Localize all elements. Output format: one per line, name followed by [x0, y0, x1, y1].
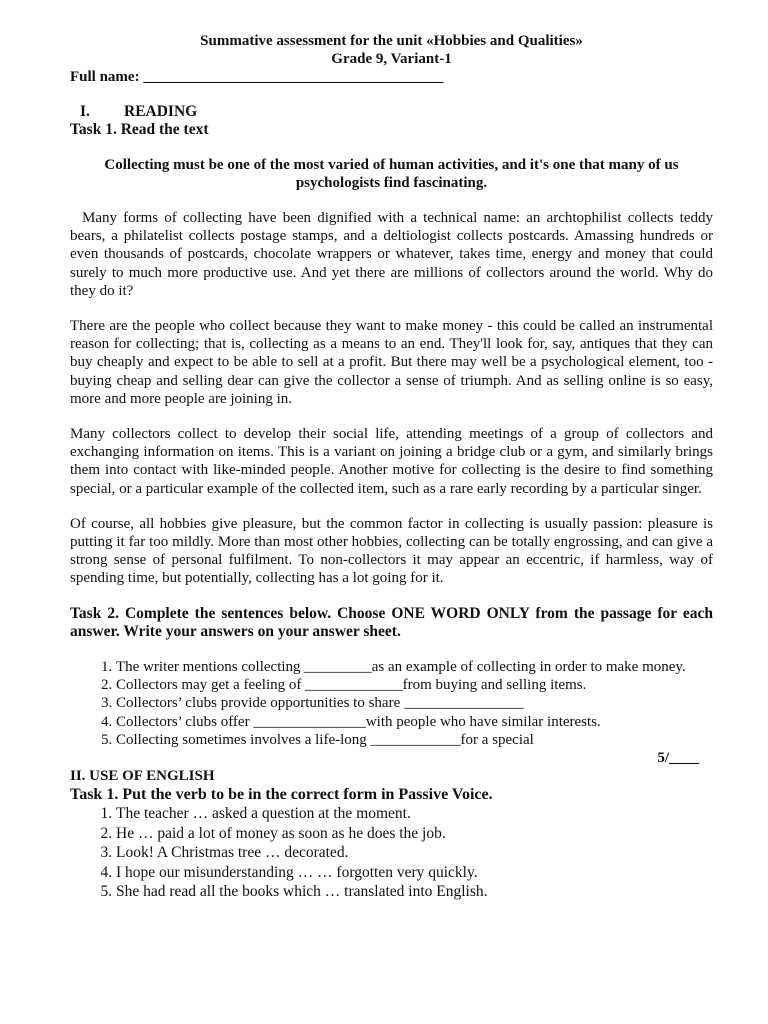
list-item: 3. Look! A Christmas tree … decorated. — [116, 843, 713, 863]
reading-section-heading — [70, 103, 713, 121]
list-item: 1. The writer mentions collecting _________as an example of collecting in order to make money. — [116, 658, 713, 676]
score-box: 5/____ — [657, 750, 699, 767]
list-item: 5. Collecting sometimes involves a life-long ____________for a special — [116, 731, 713, 749]
passive-voice-items — [70, 804, 713, 902]
section-number: I. — [80, 103, 90, 120]
section-title: READING — [124, 103, 198, 120]
list-item: 3. Collectors’ clubs provide opportunities to share ________________ — [116, 694, 713, 712]
uoe-task1-heading: Task 1. Put the verb to be in the correct form in Passive Voice. — [70, 786, 493, 804]
paragraph-1: Many forms of collecting have been dignified with a technical name: an archtophilist collects teddy bears, a philatelist collects postage stamps, and a deltiologist collects postcards. Amassing hundreds or even thousands of postcards, chocolate wrappers or whatever, takes time, energy and money that could surely to much more productive use. And yet there are millions of collectors around the world. Why do they do it? — [70, 210, 713, 299]
text-headline: Collecting must be one of the most varied of human activities, and it's one that many of us psychologists find fascinating. — [104, 157, 679, 191]
task2-instructions: Task 2. Complete the sentences below. Choose ONE WORD ONLY from the passage for each answer. Write your answers on your answer sheet. — [70, 604, 713, 640]
list-item: 4. Collectors’ clubs offer _______________with people who have similar interests. — [116, 713, 713, 731]
list-item: 2. Collectors may get a feeling of _____________from buying and selling items. — [116, 676, 713, 694]
task1-heading: Task 1. Read the text — [70, 121, 209, 138]
document-page — [70, 32, 713, 902]
list-item: 4. I hope our misunderstanding … … forgotten very quickly. — [116, 863, 713, 883]
assessment-title: Summative assessment for the unit «Hobbies and Qualities» — [200, 33, 583, 49]
paragraph-3: Many collectors collect to develop their social life, attending meetings of a group of collectors and exchanging information on items. This is a variant on joining a bridge club or a gym, and similarly brings them into contact with like-minded people. Another motive for collecting is the desire to find something special, or a particular example of the collected item, such as a rare early recording by a particular singer. — [70, 426, 713, 497]
task2-questions — [70, 658, 713, 749]
use-of-english-heading: II. USE OF ENGLISH — [70, 768, 215, 785]
list-item: 2. He … paid a lot of money as soon as he does the job. — [116, 824, 713, 844]
list-item: 1. The teacher … asked a question at the moment. — [116, 804, 713, 824]
paragraph-4: Of course, all hobbies give pleasure, but the common factor in collecting is usually passion: pleasure is putting it far too mildly. More than most other hobbies, collecting can be totally engrossing, and can give a strong sense of personal fulfilment. To non-collectors it may appear an eccentric, if harmless, way of spending time, but potentially, collecting has a lot going for it. — [70, 515, 713, 587]
list-item: 5. She had read all the books which … translated into English. — [116, 882, 713, 902]
paragraph-2: There are the people who collect because they want to make money - this could be called an instrumental reason for collecting; that is, collecting as a means to an end. They'll look for, say, antiques that they can buy cheaply and expect to be able to sell at a profit. But there may well be a psychological element, too - buying cheap and selling dear can give the collector a sense of triumph. And as selling online is so easy, more and more people are joining in. — [70, 318, 713, 407]
full-name-line: Full name: ________________________________________ — [70, 69, 444, 85]
grade-variant: Grade 9, Variant-1 — [331, 51, 452, 67]
